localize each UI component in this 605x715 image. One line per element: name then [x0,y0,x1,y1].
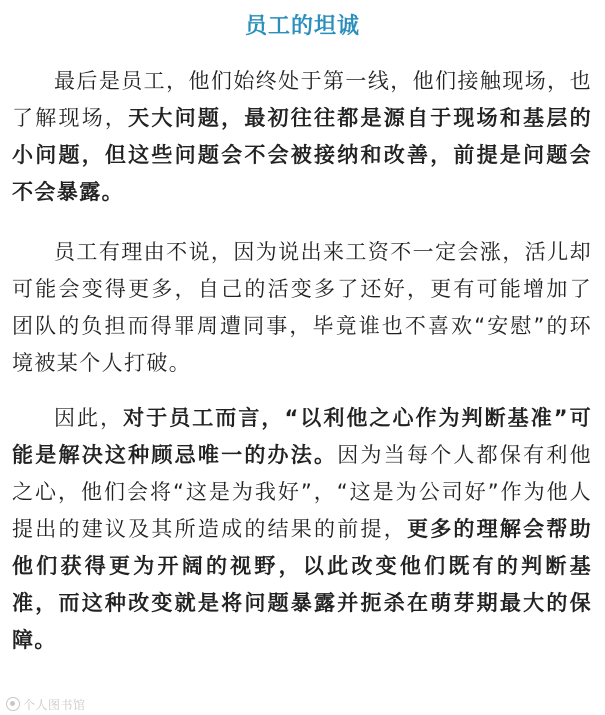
paragraph-1 [12,63,592,211]
paragraph-2-text-1: 员工有理由不说，因为说出来工资不一定会涨，活儿却可能会变得更多，自己的活变多了还好，更有可能增加了团队的负担而得罪周遭同事，毕竟谁也不喜欢“安慰”的环境被某个人打破。 [12,240,592,375]
paragraph-3-text-2: 因为当每个人都保有利他之心，他们会将“这是为我好”，“这是为公司好”作为他人提出的建议及其所造成的结果的前提， [12,443,592,541]
watermark [6,695,86,713]
paragraph-1-bold-1: 天大问题，最初往往都是源自于现场和基层的小问题，但这些问题会不会被接纳和改善，前提是问题会不会暴露。 [12,106,593,204]
watermark-text: 个人图书馆 [23,697,86,712]
paragraph-3-bold-2: 更多的理解会帮助他们获得更为开阔的视野，以此改变他们既有的判断基准，而这种改变就是将问题暴露并扼杀在萌芽期最大的保障。 [12,517,592,652]
article-title: 员工的坦诚 [244,14,360,39]
paragraph-2 [12,234,592,382]
paragraph-3 [12,400,592,659]
paragraph-3-text-1: 因此， [54,406,124,430]
paragraph-3-bold-1: 对于员工而言，“以利他之心作为判断基准”可能是解决这种顾忌唯一的办法。 [12,406,592,467]
paragraph-1-text-1: 最后是员工，他们始终处于第一线，他们接触现场，也了解现场， [12,69,592,130]
camera-logo-icon [6,697,20,711]
